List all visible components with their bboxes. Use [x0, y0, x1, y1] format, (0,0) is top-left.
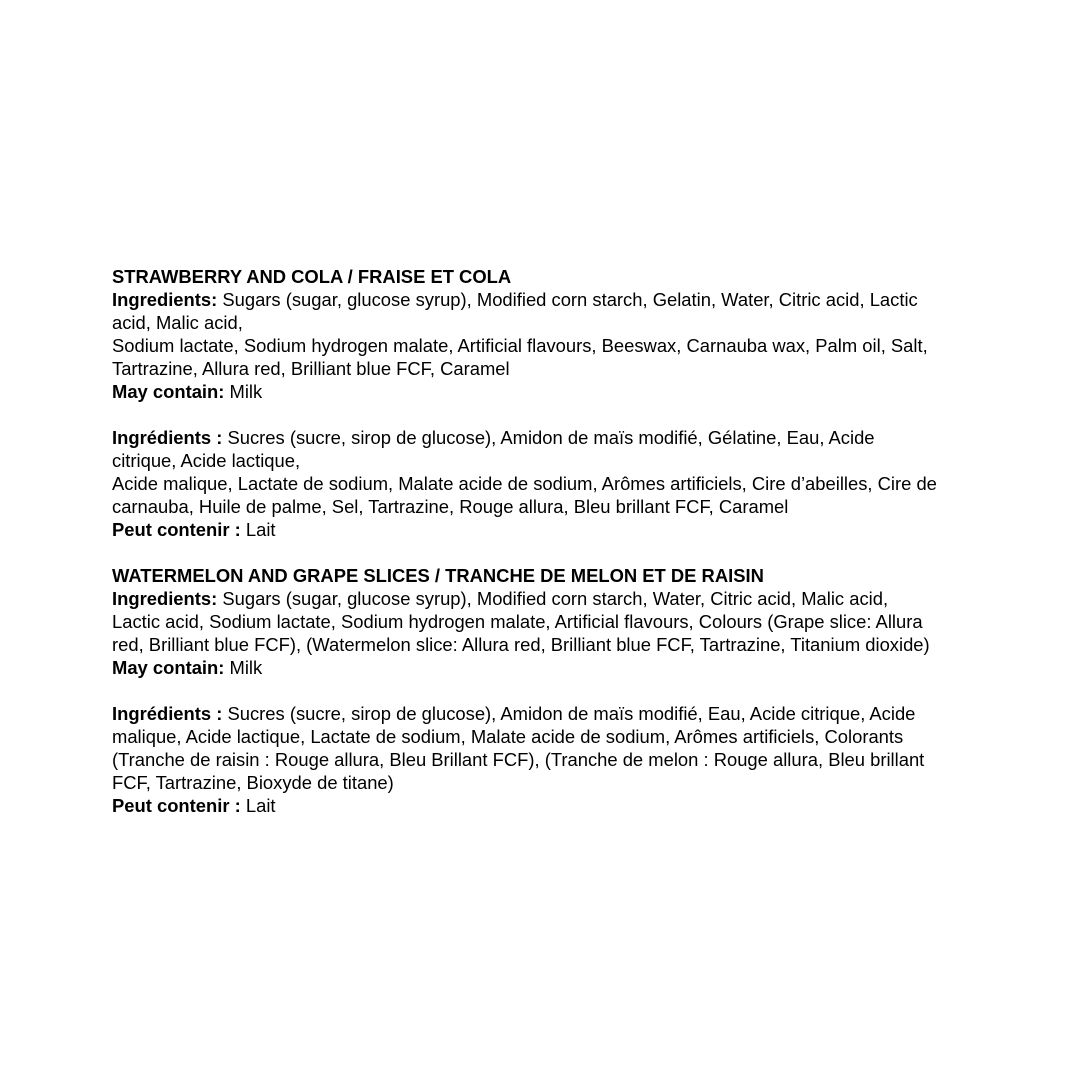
ingredients-fr — [112, 702, 992, 817]
ingredients-text: Sucres (sucre, sirop de glucose), Amidon de maïs modifié, Eau, Acide citrique, Acide — [222, 703, 916, 724]
ingredients-label: Ingrédients : — [112, 427, 223, 448]
ingredients-document — [112, 265, 992, 817]
may-contain-value: Milk — [224, 381, 263, 402]
ingredients-line: Acide malique, Lactate de sodium, Malate acide de sodium, Arômes artificiels, Cire d’abeilles, Cire de — [112, 473, 937, 494]
ingredients-line: Lactic acid, Sodium lactate, Sodium hydrogen malate, Artificial flavours, Colours (Grape slice: Allura — [112, 611, 923, 632]
spacer — [112, 403, 992, 426]
ingredients-line — [112, 702, 992, 725]
may-contain-label: May contain: — [112, 381, 225, 402]
ingredients-en — [112, 587, 992, 679]
may-contain-line — [112, 518, 992, 541]
ingredients-en — [112, 288, 992, 403]
may-contain-label: May contain: — [112, 657, 225, 678]
ingredients-line: red, Brilliant blue FCF), (Watermelon slice: Allura red, Brilliant blue FCF, Tartrazine, Titanium dioxide) — [112, 634, 930, 655]
ingredients-line: FCF, Tartrazine, Bioxyde de titane) — [112, 772, 394, 793]
may-contain-value: Lait — [240, 795, 276, 816]
ingredients-text: Sucres (sucre, sirop de glucose), Amidon de maïs modifié, Gélatine, Eau, Acide — [222, 427, 875, 448]
ingredients-label: Ingredients: — [112, 588, 218, 609]
ingredients-line: acid, Malic acid, — [112, 312, 243, 333]
ingredients-text: Sugars (sugar, glucose syrup), Modified corn starch, Water, Citric acid, Malic acid, — [217, 588, 889, 609]
ingredients-line: Sodium lactate, Sodium hydrogen malate, Artificial flavours, Beeswax, Carnauba wax, Palm oil, Salt, — [112, 335, 928, 356]
product-title: STRAWBERRY AND COLA / FRAISE ET COLA — [112, 266, 512, 287]
spacer — [112, 541, 992, 564]
ingredients-label: Ingrédients : — [112, 703, 223, 724]
ingredients-line: malique, Acide lactique, Lactate de sodium, Malate acide de sodium, Arômes artificiels, Colorants — [112, 726, 904, 747]
ingredients-line: (Tranche de raisin : Rouge allura, Bleu Brillant FCF), (Tranche de melon : Rouge allura, Bleu brillant — [112, 749, 925, 770]
may-contain-line — [112, 380, 992, 403]
ingredients-text: Sugars (sugar, glucose syrup), Modified corn starch, Gelatin, Water, Citric acid, Lactic — [217, 289, 918, 310]
may-contain-value: Milk — [224, 657, 263, 678]
may-contain-line — [112, 794, 992, 817]
product-title: WATERMELON AND GRAPE SLICES / TRANCHE DE MELON ET DE RAISIN — [112, 565, 764, 586]
spacer — [112, 679, 992, 702]
product-watermelon-grape — [112, 564, 992, 817]
ingredients-line: carnauba, Huile de palme, Sel, Tartrazine, Rouge allura, Bleu brillant FCF, Caramel — [112, 496, 789, 517]
ingredients-line: Tartrazine, Allura red, Brilliant blue FCF, Caramel — [112, 358, 510, 379]
may-contain-label: Peut contenir : — [112, 795, 241, 816]
product-strawberry-cola — [112, 265, 992, 541]
ingredients-line: citrique, Acide lactique, — [112, 450, 301, 471]
ingredients-line — [112, 288, 992, 311]
ingredients-label: Ingredients: — [112, 289, 218, 310]
may-contain-label: Peut contenir : — [112, 519, 241, 540]
ingredients-fr — [112, 426, 992, 541]
may-contain-line — [112, 656, 992, 679]
may-contain-value: Lait — [240, 519, 276, 540]
ingredients-line — [112, 587, 992, 610]
ingredients-line — [112, 426, 992, 449]
